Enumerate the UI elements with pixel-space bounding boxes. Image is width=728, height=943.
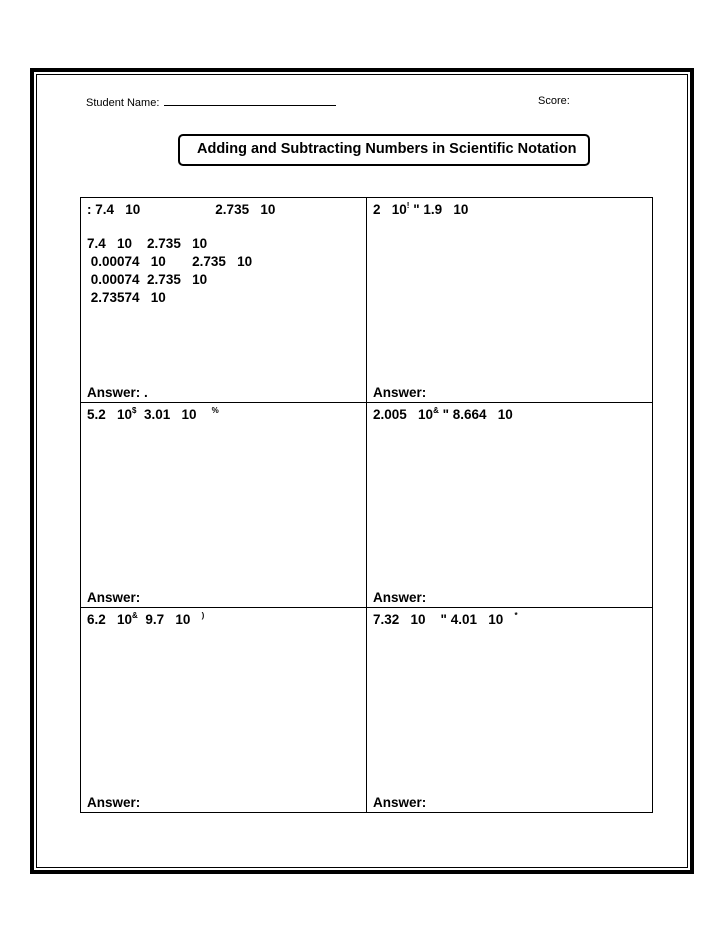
- worked-line: 0.00074 2.735 10: [87, 272, 208, 287]
- problem-cell-5: [81, 608, 366, 812]
- worked-line: 0.00074 10 2.735 10: [87, 254, 253, 269]
- expression-part: " 1.9 10: [409, 202, 469, 217]
- answer-label: Answer:: [87, 795, 141, 810]
- problem-expression: [373, 407, 513, 425]
- problem-expression: [373, 202, 468, 220]
- worked-line: 7.4 10 2.735 10: [87, 236, 208, 251]
- problem-expression: [87, 407, 219, 425]
- student-name-label: Student Name:: [86, 97, 160, 109]
- exponent-glyph: *: [514, 611, 518, 620]
- expression-part: 3.01 10: [136, 407, 197, 422]
- expression-part: 5.2 10: [87, 407, 133, 422]
- problem-expression: [373, 612, 518, 630]
- problem-expression: [87, 612, 204, 630]
- problem-cell-3: [81, 403, 366, 607]
- answer-label: Answer:: [373, 795, 427, 810]
- expression-part: 7.32 10 " 4.01 10: [373, 612, 504, 627]
- problem-cell-2: [367, 198, 652, 402]
- student-name-line[interactable]: [164, 95, 336, 106]
- answer-label: Answer:: [373, 590, 427, 605]
- expression-part: 6.2 10: [87, 612, 133, 627]
- worksheet-title: Adding and Subtracting Numbers in Scientific Notation: [197, 141, 577, 157]
- expression-part: " 8.664 10: [438, 407, 513, 422]
- answer-label: Answer:: [373, 385, 427, 400]
- expression-part: 2 10: [373, 202, 407, 217]
- answer-label: Answer: .: [87, 385, 148, 400]
- worked-solution: [87, 235, 252, 307]
- exponent-glyph: !: [406, 201, 410, 210]
- student-name-field: [86, 95, 336, 109]
- score-label: Score:: [538, 95, 570, 107]
- exponent-glyph: %: [211, 406, 219, 415]
- exponent-glyph: $: [132, 406, 137, 415]
- exponent-glyph: &: [132, 611, 138, 620]
- expression-part: 9.7 10: [137, 612, 191, 627]
- worked-line: 2.73574 10: [87, 290, 166, 305]
- problem-expression: : 7.4 10 2.735 10: [87, 202, 276, 217]
- exponent-glyph: &: [433, 406, 439, 415]
- problem-cell-1: [81, 198, 366, 402]
- answer-label: Answer:: [87, 590, 141, 605]
- problem-cell-6: [367, 608, 652, 812]
- expression-part: 2.005 10: [373, 407, 434, 422]
- exponent-glyph: ): [201, 611, 205, 620]
- problem-grid: [80, 197, 653, 813]
- problem-cell-4: [367, 403, 652, 607]
